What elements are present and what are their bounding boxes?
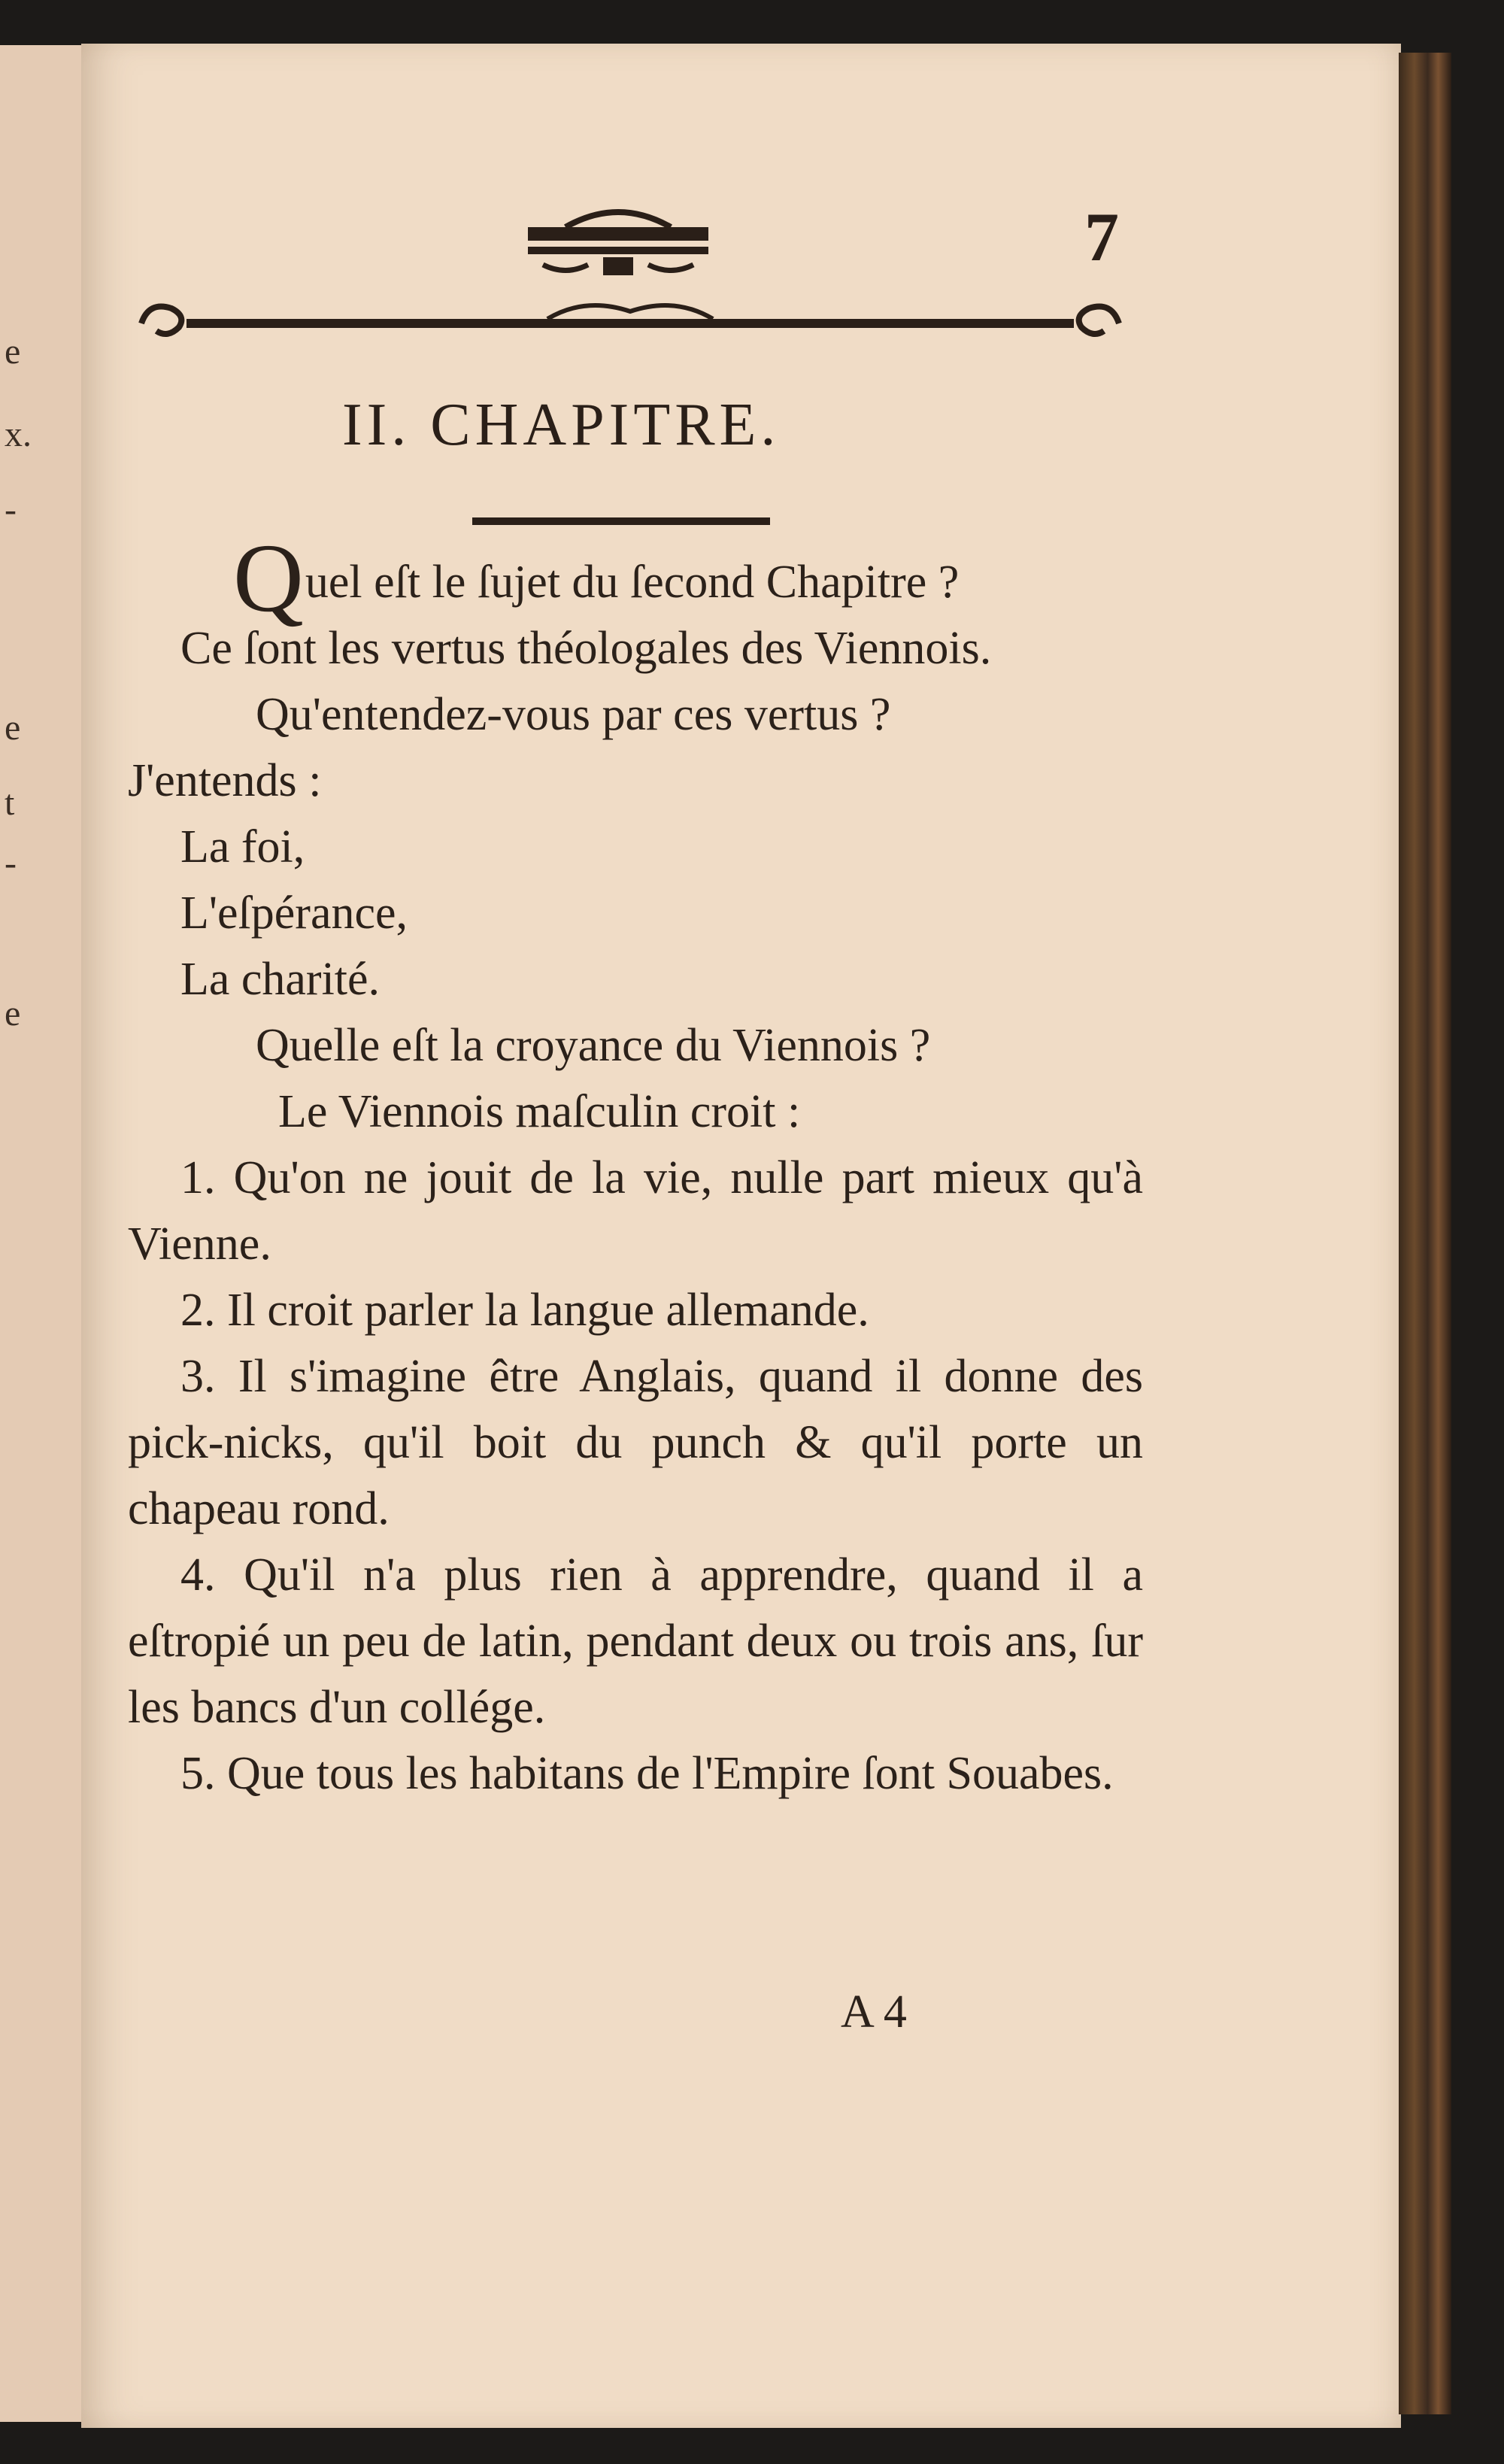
page-number: 7: [1084, 199, 1119, 275]
drop-capital: Q: [233, 524, 304, 633]
virtue-item: La foi,: [180, 821, 305, 872]
question-1-text: uel eſt le ſujet du ſecond Chapitre ?: [305, 557, 960, 608]
answer-3-intro: Le Viennois maſculin croit :: [278, 1086, 801, 1137]
list-item: 2. Il croit parler la langue allemande.: [180, 1285, 869, 1336]
facing-page-fragment: -: [5, 490, 17, 530]
list-item: 5. Que tous les habitans de l'Empire ſont Souabes.: [180, 1748, 1114, 1799]
facing-page-fragment: e: [5, 994, 21, 1033]
question-3: Quelle eſt la croyance du Viennois ?: [256, 1020, 931, 1071]
question-1: [128, 524, 1143, 633]
answer-1: Ce ſont les vertus théologales des Viennois.: [180, 623, 992, 674]
facing-page-fragment: e: [5, 708, 21, 748]
facing-page-fragment: -: [5, 843, 17, 883]
heading-rule: [472, 517, 770, 525]
facing-page-fragment: e: [5, 332, 21, 372]
list-item: 3. Il s'imagine être Anglais, quand il donne des pick-nicks, qu'il boit du punch & qu'il porte un chapeau rond.: [128, 1351, 1143, 1534]
virtue-item: La charité.: [180, 954, 381, 1005]
chapter-heading: II. CHAPITRE.: [342, 392, 781, 458]
ornamental-rule-icon: [126, 286, 1134, 354]
headpiece-ornament-icon: [520, 205, 716, 287]
list-item: 4. Qu'il n'a plus rien à apprendre, quand il a eſtropié un peu de latin, pendant deux ou trois ans, ſur les bancs d'un collége.: [128, 1549, 1143, 1733]
signature-mark: A 4: [841, 1986, 907, 2038]
book-spine: [1399, 53, 1451, 2414]
facing-page-edge: [0, 45, 83, 2422]
question-2: Qu'entendez-vous par ces vertus ?: [256, 689, 891, 740]
page-body: [128, 524, 1143, 1807]
facing-page-fragment: t: [5, 783, 15, 823]
virtue-item: L'eſpérance,: [180, 888, 408, 939]
facing-page-fragment: x.: [5, 414, 32, 454]
list-item: 1. Qu'on ne jouit de la vie, nulle part mieux qu'à Vienne.: [128, 1152, 1143, 1270]
answer-2-intro: J'entends :: [128, 755, 322, 806]
